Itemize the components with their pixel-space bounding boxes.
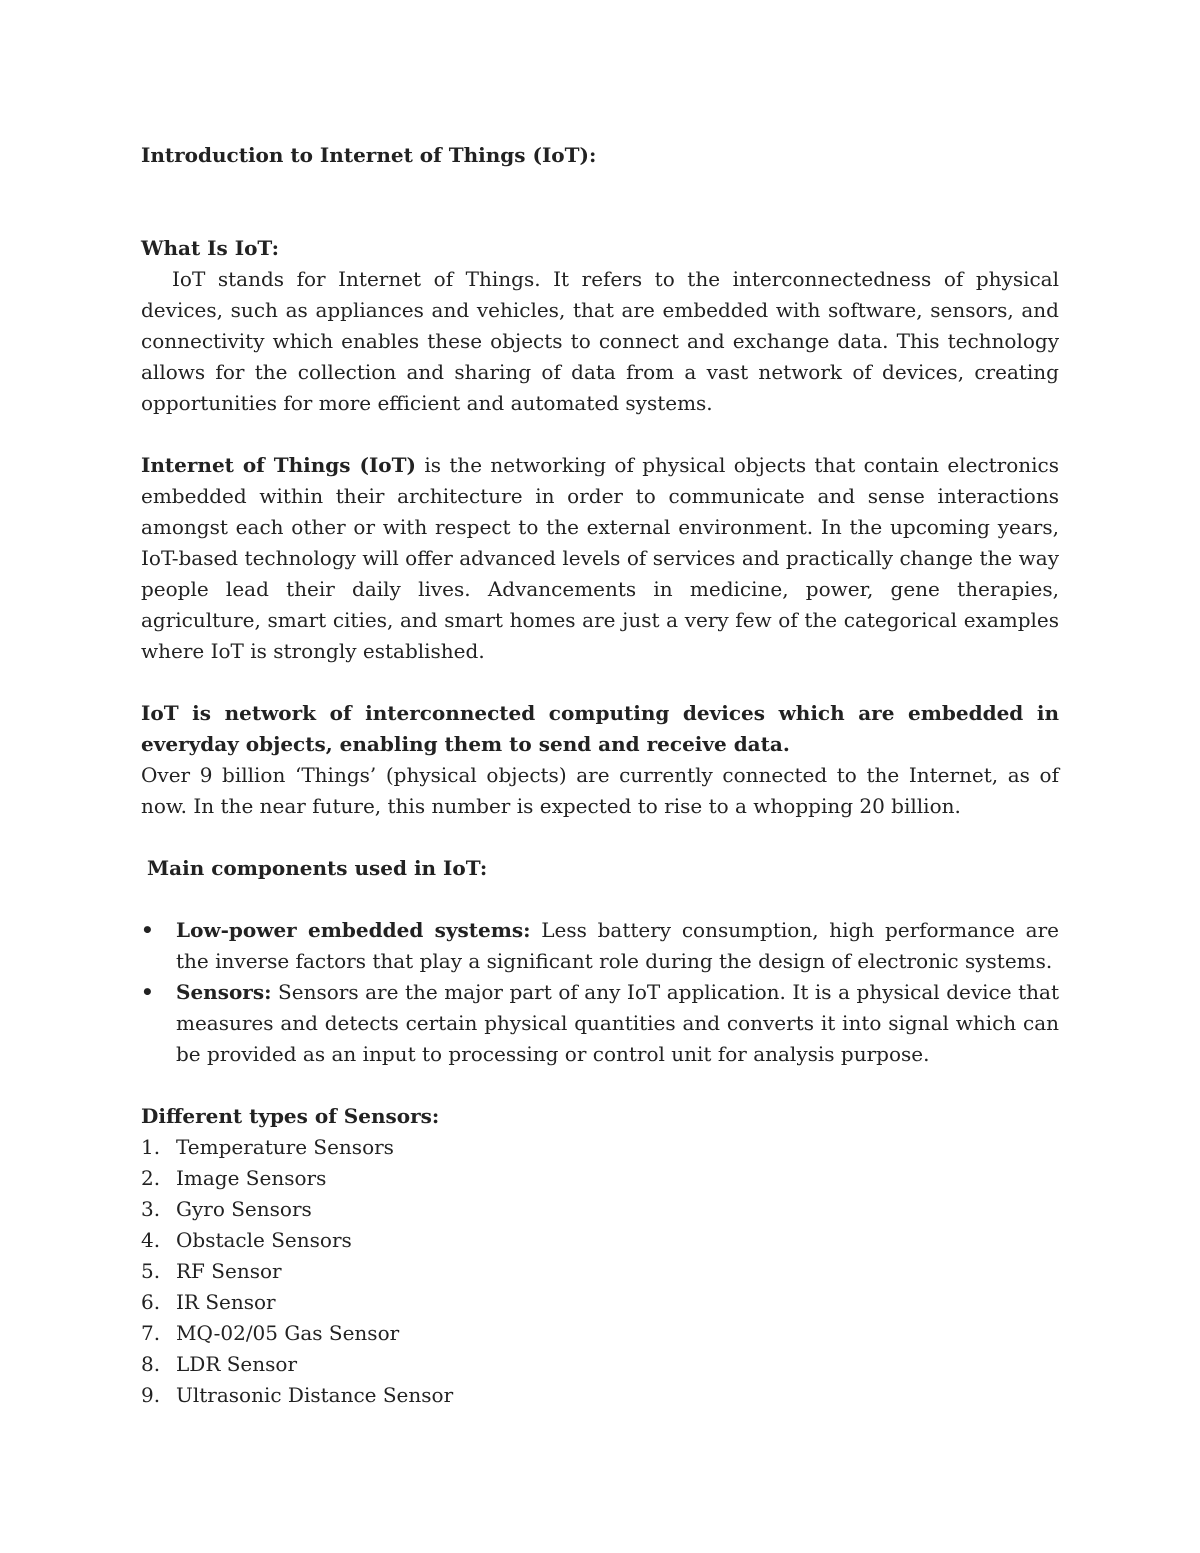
sensor-label: Temperature Sensors: [176, 1135, 394, 1159]
spacer: [141, 667, 1059, 698]
list-number: 6.: [141, 1290, 161, 1314]
network-paragraph: Over 9 billion ‘Things’ (physical objects) are currently connected to the Internet, as of now. In the near future, this number is expected to rise to a whopping 20 billion.: [141, 763, 1059, 818]
sensor-label: Obstacle Sensors: [176, 1228, 352, 1252]
definition-text: is the networking of physical objects that contain electronics embedded within their architecture in order to communicate and sense interactions amongst each other or with respect to the external environment. In the upcoming years, IoT-based technology will offer advanced levels of services and practically change the way people lead their daily lives. Advancements in medicine, power, gene therapies, agriculture, smart cities, and smart homes are just a very few of the categorical examples where IoT is strongly established.: [141, 453, 1059, 663]
bullet-icon: •: [141, 918, 154, 942]
list-item: [141, 1318, 1059, 1349]
component-lead: Sensors:: [176, 980, 272, 1004]
spacer: [141, 419, 1059, 450]
sensor-label: RF Sensor: [176, 1259, 282, 1283]
list-number: 5.: [141, 1259, 161, 1283]
component-lead: Low-power embedded systems:: [176, 918, 531, 942]
list-number: 9.: [141, 1383, 161, 1407]
sensor-label: LDR Sensor: [176, 1352, 298, 1376]
list-number: 4.: [141, 1228, 161, 1252]
list-item: [141, 1256, 1059, 1287]
network-bold-paragraph: IoT is network of interconnected computing devices which are embedded in everyday objects, enabling them to send and receive data.: [141, 701, 1059, 756]
spacer: [141, 171, 1059, 233]
list-item: [141, 1132, 1059, 1163]
list-item: [141, 1287, 1059, 1318]
list-number: 8.: [141, 1352, 161, 1376]
spacer: [141, 884, 1059, 915]
list-item: [141, 1349, 1059, 1380]
what-is-heading: What Is IoT:: [141, 236, 279, 260]
sensors-heading: Different types of Sensors:: [141, 1104, 440, 1128]
list-item: [141, 1380, 1059, 1411]
document-page: [141, 140, 1059, 1411]
components-list: [141, 915, 1059, 1070]
definition-lead: Internet of Things (IoT): [141, 453, 416, 477]
list-item: [141, 977, 1059, 1070]
list-item: [141, 1194, 1059, 1225]
list-item: [141, 1163, 1059, 1194]
component-text: Sensors are the major part of any IoT application. It is a physical device that measures and detects certain physical quantities and converts it into signal which can be provided as an input to processing or control unit for analysis purpose.: [176, 980, 1059, 1066]
definition-paragraph: [141, 450, 1059, 667]
components-heading: Main components used in IoT:: [147, 856, 488, 880]
document-title: Introduction to Internet of Things (IoT):: [141, 143, 597, 167]
sensors-list: [141, 1132, 1059, 1411]
spacer: [141, 822, 1059, 853]
list-number: 7.: [141, 1321, 161, 1345]
sensor-label: Gyro Sensors: [176, 1197, 312, 1221]
component-text: Less battery consumption, high performance are the inverse factors that play a significant role during the design of electronic systems.: [176, 918, 1059, 973]
list-number: 3.: [141, 1197, 161, 1221]
spacer: [141, 1070, 1059, 1101]
sensor-label: Ultrasonic Distance Sensor: [176, 1383, 454, 1407]
list-number: 1.: [141, 1135, 161, 1159]
what-is-paragraph: IoT stands for Internet of Things. It refers to the interconnectedness of physical devices, such as appliances and vehicles, that are embedded with software, sensors, and connectivity which enables these objects to connect and exchange data. This technology allows for the collection and sharing of data from a vast network of devices, creating opportunities for more efficient and automated systems.: [141, 267, 1059, 415]
list-item: [141, 915, 1059, 977]
sensor-label: IR Sensor: [176, 1290, 276, 1314]
sensor-label: Image Sensors: [176, 1166, 327, 1190]
sensor-label: MQ-02/05 Gas Sensor: [176, 1321, 400, 1345]
list-item: [141, 1225, 1059, 1256]
bullet-icon: •: [141, 980, 154, 1004]
list-number: 2.: [141, 1166, 161, 1190]
